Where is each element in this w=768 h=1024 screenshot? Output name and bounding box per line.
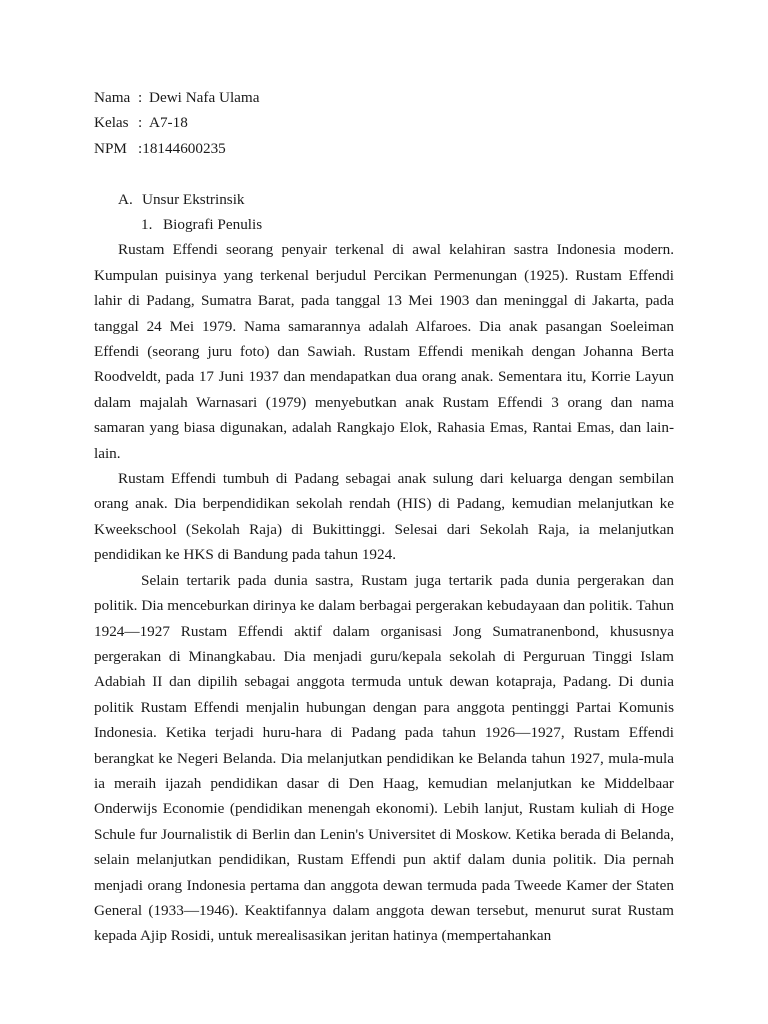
paragraph-biography: Rustam Effendi seorang penyair terkenal di awal kelahiran sastra Indonesia modern. Kumpulan puisinya yang terkenal berjudul Percikan Permenungan (1925). Rustam Effendi lahir di Padang, Sumatra Barat, pada tanggal 13 Mei 1903 dan meninggal di Jakarta, pada tanggal 24 Mei 1979. Nama samarannya adalah Alfaroes. Dia anak pasangan Soeleiman Effendi (seorang juru foto) dan Sawiah. Rustam Effendi menikah dengan Johanna Berta Roodveldt, pada 17 Juni 1937 dan mendapatkan dua orang anak. Sementara itu, Korrie Layun dalam majalah Warnasari (1979) menyebutkan anak Rustam Effendi 3 orang dan nama samaran yang biasa digunakan, adalah Rangkajo Elok, Rahasia Emas, Rantai Emas, dan lain-lain.: [94, 241, 674, 462]
name-row: [94, 85, 674, 110]
class-row: [94, 110, 674, 135]
class-value: A7-18: [149, 114, 188, 132]
paragraph-childhood: Rustam Effendi tumbuh di Padang sebagai anak sulung dari keluarga dengan sembilan orang anak. Dia berpendidikan sekolah rendah (HIS) di Padang, kemudian melanjutkan ke Kweekschool (Sekolah Raja) di Bukittinggi. Selesai dari Sekolah Raja, ia melanjutkan pendidikan ke HKS di Bandung pada tahun 1924.: [94, 470, 674, 564]
spacer: [94, 161, 674, 186]
subsection-title: Biografi Penulis: [163, 216, 263, 234]
subsection-heading: [94, 212, 674, 237]
name-label: Nama: [94, 89, 131, 106]
section-heading: [94, 187, 674, 212]
npm-separator: :: [138, 139, 143, 157]
section-title: Unsur Ekstrinsik: [142, 190, 245, 208]
class-separator: :: [138, 114, 143, 132]
class-label: Kelas: [94, 114, 129, 132]
name-value: Dewi Nafa Ulama: [149, 89, 260, 106]
name-separator: :: [138, 89, 143, 106]
section-letter: A.: [118, 190, 133, 208]
npm-value: 18144600235: [142, 139, 226, 157]
npm-row: [94, 136, 674, 161]
paragraph-politics: Selain tertarik pada dunia sastra, Rustam juga tertarik pada dunia pergerakan dan politik. Dia menceburkan dirinya ke dalam berbagai pergerakan kebudayaan dan politik. Tahun 1924—1927 Rustam Effendi aktif dalam organisasi Jong Sumatranenbond, khususnya pergerakan di Minangkabau. Dia menjadi guru/kepala sekolah di Perguruan Tinggi Islam Adabiah II dan dipilih sebagai anggota termuda untuk dewan kotapraja, Padang. Di dunia politik Rustam Effendi menjalin hubungan dengan para anggota pentinggi Partai Komunis Indonesia. Ketika terjadi huru-hara di Padang pada tahun 1926—1927, Rustam Effendi berangkat ke Negeri Belanda. Dia melanjutkan pendidikan ke Belanda tahun 1927, mula-mula ia meraih ijazah pendidikan dasar di Den Haag, kemudian melanjutkan ke Middelbaar Onderwijs Economie (pendidikan menengah ekonomi). Lebih lanjut, Rustam kuliah di Hoge Schule fur Journalistik di Berlin dan Lenin's Universitet di Moskow. Ketika berada di Belanda, selain melanjutkan pendidikan, Rustam Effendi pun aktif dalam dunia politik. Dia pernah menjadi orang Indonesia pertama dan anggota dewan termuda pada Tweede Kamer der Staten General (1933—1946). Keaktifannya dalam anggota dewan tersebut, menurut surat Rustam kepada Ajip Rosidi, untuk merealisasikan jeritan hatinya (mempertahankan: [94, 571, 674, 945]
subsection-number: 1.: [141, 216, 153, 234]
npm-label: NPM: [94, 139, 127, 157]
